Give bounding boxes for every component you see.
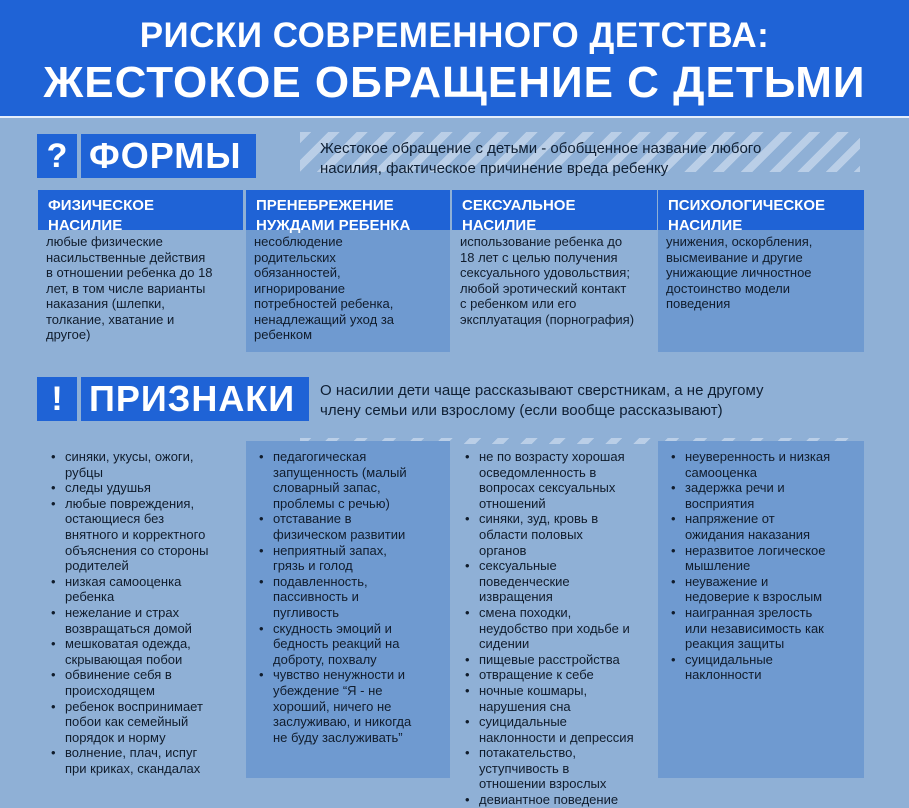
- list-item: • отставание в физическом развитии: [256, 511, 444, 542]
- form-text: унижения, оскорбления, высмеивание и другие унижающие личностное достоинство модели поведения: [658, 230, 864, 352]
- list-item: • ночные кошмары, нарушения сна: [462, 683, 651, 714]
- signs-physical: [38, 441, 243, 778]
- list-item: • волнение, плач, испуг при криках, скандалах: [48, 745, 237, 776]
- form-psychological: [658, 190, 864, 352]
- form-text: любые физические насильственные действия в отношении ребенка до 18 лет, в том числе варианты наказания (шлепки, толкание, хватание и другое): [46, 234, 213, 342]
- list-item: • скудность эмоций и бедность реакций на доброту, похвалу: [256, 621, 444, 668]
- list-item: • чувство ненужности и убеждение “Я - не хороший, ничего не заслуживаю, и никогда не буду заслуживать”: [256, 667, 444, 745]
- list-item: • задержка речи и восприятия: [668, 480, 858, 511]
- list-item: • сексуальные поведенческие извращения: [462, 558, 651, 605]
- signs-description: О насилии дети чаще рассказывают сверстникам, а не другому члену семьи или взрослому (если вообще рассказывают): [320, 382, 764, 419]
- list-item: • девиантное поведение: [462, 792, 651, 808]
- list-item: • ребенок воспринимает побои как семейный порядок и норму: [48, 699, 237, 746]
- signs-list: [668, 449, 858, 683]
- form-title: ПРЕНЕБРЕЖЕНИЕ НУЖДАМИ РЕБЕНКА: [246, 190, 450, 230]
- list-item: • неуважение и недоверие к взрослым: [668, 574, 858, 605]
- list-item: • синяки, зуд, кровь в области половых органов: [462, 511, 651, 558]
- list-item: • отвращение к себе: [462, 667, 651, 683]
- page-header: [0, 0, 909, 118]
- signs-section-heading: [37, 377, 309, 421]
- list-item: • неуверенность и низкая самооценка: [668, 449, 858, 480]
- list-item: • синяки, укусы, ожоги, рубцы: [48, 449, 237, 480]
- form-text: использование ребенка до 18 лет с целью получения сексуального удовольствия; любой эротический контакт с ребенком или его эксплуатация (порнография): [460, 234, 635, 327]
- list-item: • следы удушья: [48, 480, 237, 496]
- list-item: • неразвитое логическое мышление: [668, 543, 858, 574]
- list-item: • смена походки, неудобство при ходьбе и сидении: [462, 605, 651, 652]
- list-item: • суицидальные наклонности и депрессия: [462, 714, 651, 745]
- list-item: • педагогическая запущенность (малый словарный запас, проблемы с речью): [256, 449, 444, 511]
- list-item: • неприятный запах, грязь и голод: [256, 543, 444, 574]
- list-item: • обвинение себя в происходящем: [48, 667, 237, 698]
- form-sexual: [452, 190, 657, 350]
- header-title-line1: РИСКИ СОВРЕМЕННОГО ДЕТСТВА:: [139, 16, 770, 55]
- form-title: ПСИХОЛОГИЧЕСКОЕ НАСИЛИЕ: [658, 190, 864, 230]
- signs-list: [48, 449, 237, 776]
- form-text: несоблюдение родительских обязанностей, игнорирование потребностей ребенка, ненадлежащий уход за ребенком: [246, 230, 450, 352]
- list-item: • наигранная зрелость или независимость как реакция защиты: [668, 605, 858, 652]
- list-item: • нежелание и страх возвращаться домой: [48, 605, 237, 636]
- form-title: ФИЗИЧЕСКОЕ НАСИЛИЕ: [38, 190, 243, 230]
- forms-description: Жестокое обращение с детьми - обобщенное название любого насилия, фактическое причинение вреда ребенку: [320, 140, 762, 177]
- form-title: СЕКСУАЛЬНОЕ НАСИЛИЕ: [452, 190, 657, 230]
- question-mark-icon: ?: [37, 134, 77, 178]
- signs-neglect: [246, 441, 450, 778]
- signs-psychological: [658, 441, 864, 778]
- form-neglect: [246, 190, 450, 352]
- form-physical: [38, 190, 243, 350]
- forms-section-heading: [37, 134, 256, 178]
- list-item: • суицидальные наклонности: [668, 652, 858, 683]
- signs-list: [462, 449, 651, 808]
- list-item: • не по возрасту хорошая осведомленность в вопросах сексуальных отношений: [462, 449, 651, 511]
- list-item: • напряжение от ожидания наказания: [668, 511, 858, 542]
- signs-list: [256, 449, 444, 745]
- signs-sexual: [452, 441, 657, 808]
- list-item: • подавленность, пассивность и пугливость: [256, 574, 444, 621]
- list-item: • пищевые расстройства: [462, 652, 651, 668]
- exclamation-mark-icon: !: [37, 377, 77, 421]
- list-item: • любые повреждения, остающиеся без внятного и корректного объяснения со стороны родителей: [48, 496, 237, 574]
- list-item: • низкая самооценка ребенка: [48, 574, 237, 605]
- forms-title: ФОРМЫ: [81, 134, 256, 178]
- list-item: • мешковатая одежда, скрывающая побои: [48, 636, 237, 667]
- header-title-line2: ЖЕСТОКОЕ ОБРАЩЕНИЕ С ДЕТЬМИ: [43, 58, 866, 107]
- list-item: • потакательство, уступчивость в отношении взрослых: [462, 745, 651, 792]
- signs-title: ПРИЗНАКИ: [81, 377, 309, 421]
